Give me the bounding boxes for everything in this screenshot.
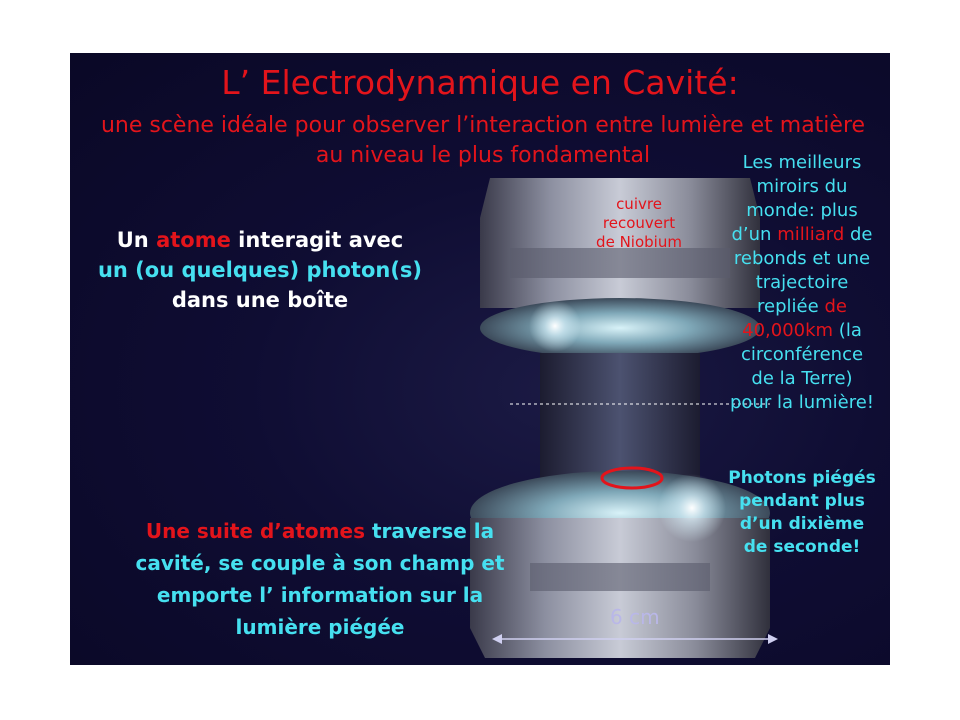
slide-title: L’ Electrodynamique en Cavité: bbox=[221, 63, 739, 102]
mirror-note bbox=[714, 151, 890, 415]
atom-line-2: un (ou quelques) photon(s) bbox=[97, 258, 423, 282]
atom-line-1 bbox=[95, 225, 425, 255]
mirror-note-text: de bbox=[844, 224, 873, 245]
mirror-note-line bbox=[714, 319, 890, 343]
mirror-note-text: (la bbox=[833, 320, 862, 341]
photons-note-line: Photons piégés bbox=[728, 468, 876, 488]
size-label: 6 cm bbox=[610, 605, 660, 629]
photons-note-line: pendant plus bbox=[739, 491, 865, 511]
photons-note bbox=[714, 467, 890, 559]
stream-line-3: emporte l’ information sur la bbox=[156, 583, 484, 607]
stream-red-text: Une suite d’atomes bbox=[145, 519, 365, 543]
mirror-note-line: rebonds et une bbox=[733, 248, 871, 269]
mirror-note-line: monde: plus bbox=[746, 200, 858, 221]
mirror-note-text: repliée bbox=[757, 296, 825, 317]
atom-line-3: dans une boîte bbox=[171, 288, 349, 312]
mirror-note-text: d’un bbox=[731, 224, 778, 245]
milliard-word: milliard bbox=[777, 224, 845, 245]
slide-subtitle: une scène idéale pour observer l’interaction entre lumière et matière au niveau le plus fondamental bbox=[100, 113, 866, 168]
distance-value: 40,000km bbox=[742, 320, 834, 341]
stream-line-4: lumière piégée bbox=[235, 615, 405, 639]
atom-word: atome bbox=[156, 228, 231, 252]
atom-text-b: interagit avec bbox=[230, 228, 404, 252]
stream-line-2: cavité, se couple à son champ et bbox=[135, 551, 505, 575]
mirror-note-line bbox=[714, 295, 890, 319]
atom-stream-description bbox=[95, 515, 545, 643]
mirror-note-line: de la Terre) bbox=[751, 368, 853, 389]
mirror-note-line: Les meilleurs bbox=[742, 152, 862, 173]
de-word: de bbox=[824, 296, 847, 317]
mirror-note-line: pour la lumière! bbox=[729, 392, 875, 413]
cuivre-line-1: cuivre bbox=[616, 195, 662, 213]
photons-note-line: de seconde! bbox=[743, 537, 861, 557]
mirror-note-line bbox=[714, 223, 890, 247]
photons-note-line: d’un dixième bbox=[739, 514, 865, 534]
slide bbox=[70, 53, 890, 665]
stream-line-1 bbox=[95, 515, 545, 547]
atom-text-a: Un bbox=[116, 228, 157, 252]
stream-cyan-text: traverse la bbox=[364, 519, 495, 543]
mirror-note-line: miroirs du bbox=[756, 176, 848, 197]
mirror-note-line: trajectoire bbox=[755, 272, 849, 293]
atom-description bbox=[95, 225, 425, 315]
cuivre-label bbox=[586, 195, 692, 252]
cuivre-line-3: de Niobium bbox=[596, 233, 682, 251]
mirror-note-line: circonférence bbox=[740, 344, 864, 365]
cuivre-line-2: recouvert bbox=[602, 214, 676, 232]
